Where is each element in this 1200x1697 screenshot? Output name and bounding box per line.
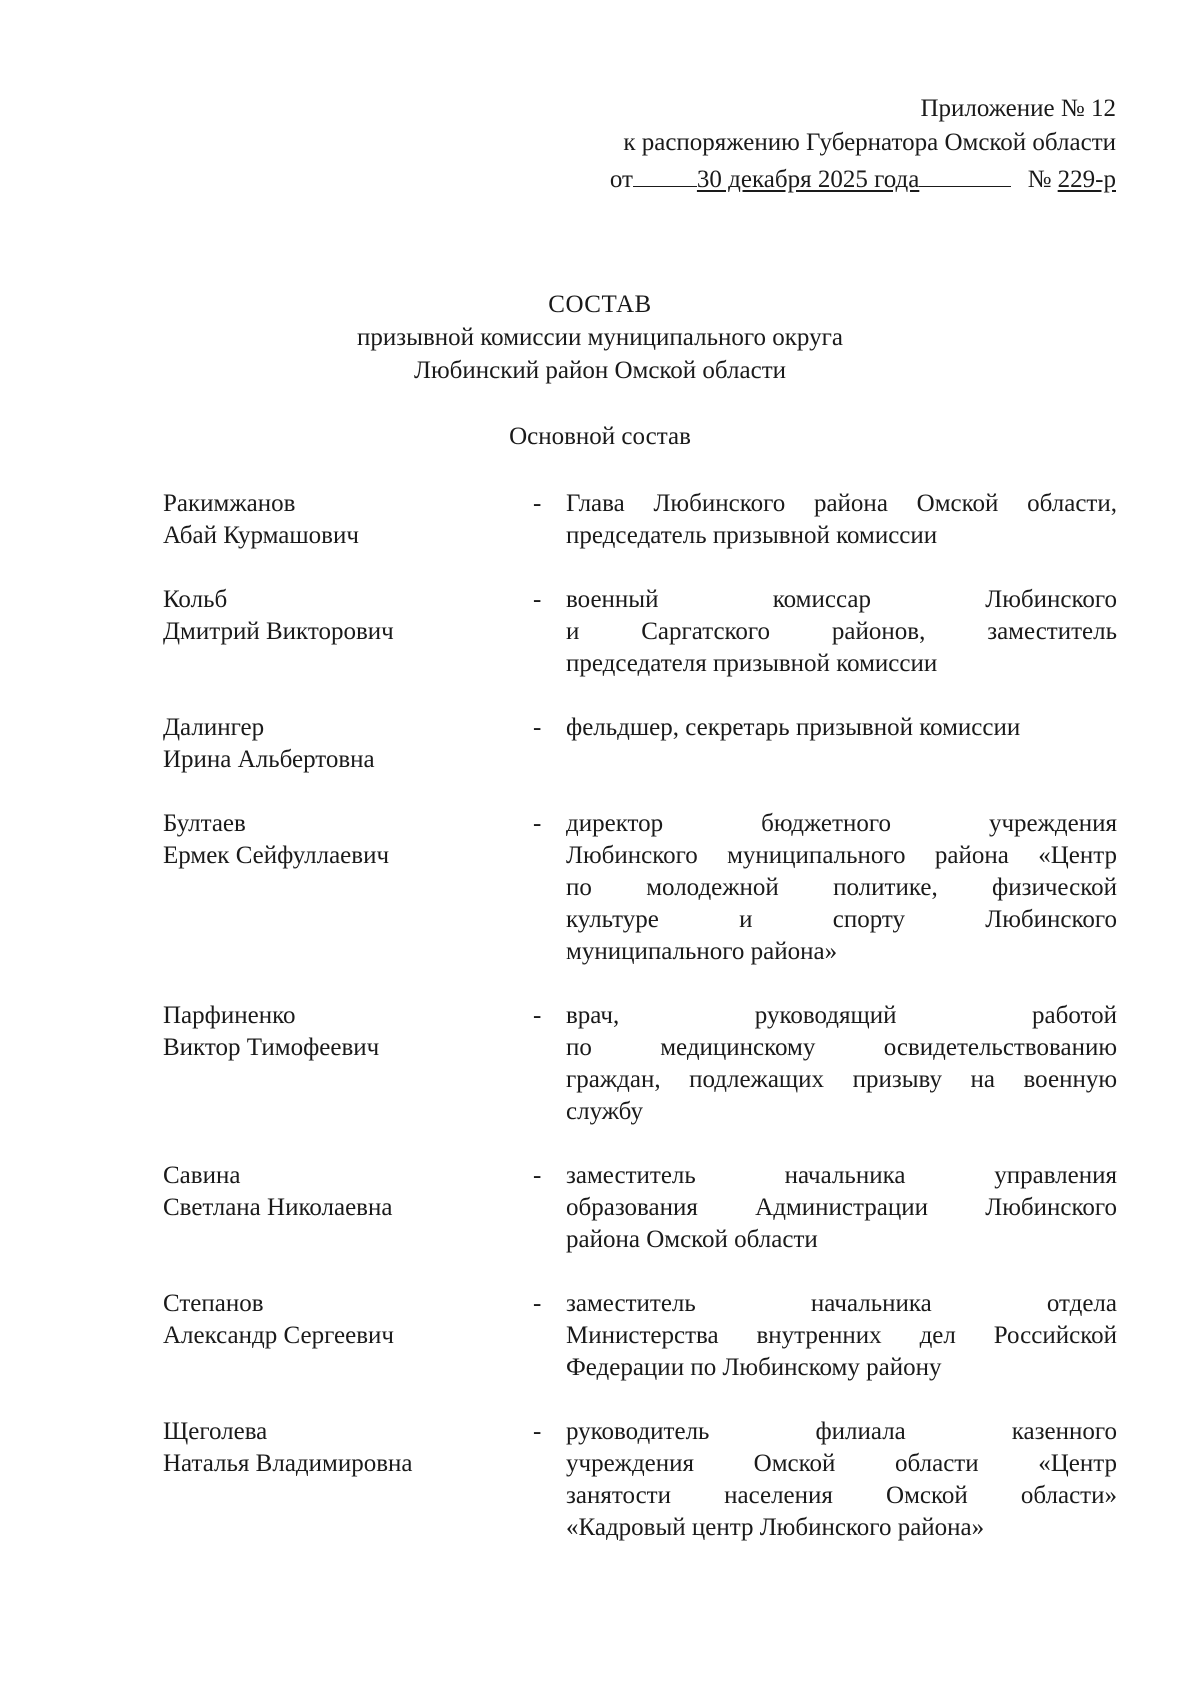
member-dash: - [533,1418,542,1445]
member-name [163,808,525,872]
member-role [566,488,1117,552]
member-given-names: Светлана Николаевна [163,1194,393,1221]
role-line: врач, руководящий работой [566,1002,1117,1029]
section-heading: Основной состав [509,423,691,450]
role-line: по молодежной политике, физической [566,874,1117,901]
role-line: муниципального района» [566,938,838,965]
member-name [163,488,525,552]
role-line: культуре и спорту Любинского [566,906,1117,933]
member-entry [163,712,1117,776]
title-main: СОСТАВ [548,291,652,318]
role-line: Любинского муниципального района «Центр [566,842,1117,869]
member-role [566,584,1117,680]
member-given-names: Наталья Владимировна [163,1450,413,1477]
member-given-names: Александр Сергеевич [163,1322,394,1349]
date-blank-left [633,160,697,187]
role-line: по медицинскому освидетельствованию [566,1034,1117,1061]
member-name [163,584,525,648]
member-dash: - [533,1002,542,1029]
member-dash: - [533,1290,542,1317]
role-line: заместитель начальника отдела [566,1290,1117,1317]
role-line: Министерства внутренних дел Российской [566,1322,1117,1349]
role-line: руководитель филиала казенного [566,1418,1117,1445]
annex-number: Приложение № 12 [920,95,1116,122]
member-surname: Далингер [163,714,265,741]
order-number: 229-р [1057,166,1116,193]
member-dash: - [533,714,542,741]
role-line: фельдшер, секретарь призывной комиссии [566,714,1021,741]
member-entry [163,808,1117,968]
member-entry [163,488,1117,552]
order-date: 30 декабря 2025 года [696,166,920,193]
member-role [566,712,1117,744]
role-line: военный комиссар Любинского [566,586,1117,613]
member-name [163,1000,525,1064]
member-given-names: Ермек Сейфуллаевич [163,842,390,869]
member-surname: Савина [163,1162,241,1189]
member-dash: - [533,586,542,613]
member-name [163,1416,525,1480]
member-role [566,808,1117,968]
role-line: занятости населения Омской области» [566,1482,1117,1509]
member-entry [163,1160,1117,1256]
role-line: граждан, подлежащих призыву на военную [566,1066,1117,1093]
member-entry [163,1288,1117,1384]
number-prefix: № [1027,166,1052,193]
member-entry [163,584,1117,680]
role-line: и Саргатского районов, заместитель [566,618,1117,645]
role-line: директор бюджетного учреждения [566,810,1117,837]
role-line: Федерации по Любинскому району [566,1354,942,1381]
members-list [163,488,1117,1544]
member-role [566,1000,1117,1128]
role-line: Глава Любинского района Омской области, [566,490,1117,517]
document-title [0,288,1200,387]
member-given-names: Абай Курмашович [163,522,359,549]
member-role [566,1416,1117,1544]
member-given-names: Ирина Альбертовна [163,746,375,773]
member-dash: - [533,810,542,837]
member-dash: - [533,490,542,517]
title-line-2: Любинский район Омской области [413,357,786,384]
role-line: учреждения Омской области «Центр [566,1450,1117,1477]
member-name [163,1160,525,1224]
member-name [163,1288,525,1352]
role-line: района Омской области [566,1226,818,1253]
member-role [566,1288,1117,1384]
annex-order-reference: к распоряжению Губернатора Омской области [623,129,1116,156]
member-role [566,1160,1117,1256]
role-line: председатель призывной комиссии [566,522,938,549]
member-entry [163,1000,1117,1128]
role-line: «Кадровый центр Любинского района» [566,1514,985,1541]
member-given-names: Дмитрий Викторович [163,618,394,645]
member-entry [163,1416,1117,1544]
annex-date-line [610,160,1116,197]
date-prefix: от [609,166,633,193]
member-given-names: Виктор Тимофеевич [163,1034,380,1061]
annex-header [610,92,1116,197]
date-blank-right [919,160,1011,187]
title-line-1: призывной комиссии муниципального округа [357,324,843,351]
member-surname: Щеголева [163,1418,268,1445]
member-dash: - [533,1162,542,1189]
member-name [163,712,525,776]
role-line: председателя призывной комиссии [566,650,938,677]
member-surname: Степанов [163,1290,264,1317]
member-surname: Бултаев [163,810,246,837]
member-surname: Парфиненко [163,1002,296,1029]
member-surname: Кольб [163,586,228,613]
role-line: образования Администрации Любинского [566,1194,1117,1221]
member-surname: Ракимжанов [163,490,296,517]
role-line: службу [566,1098,643,1125]
role-line: заместитель начальника управления [566,1162,1117,1189]
